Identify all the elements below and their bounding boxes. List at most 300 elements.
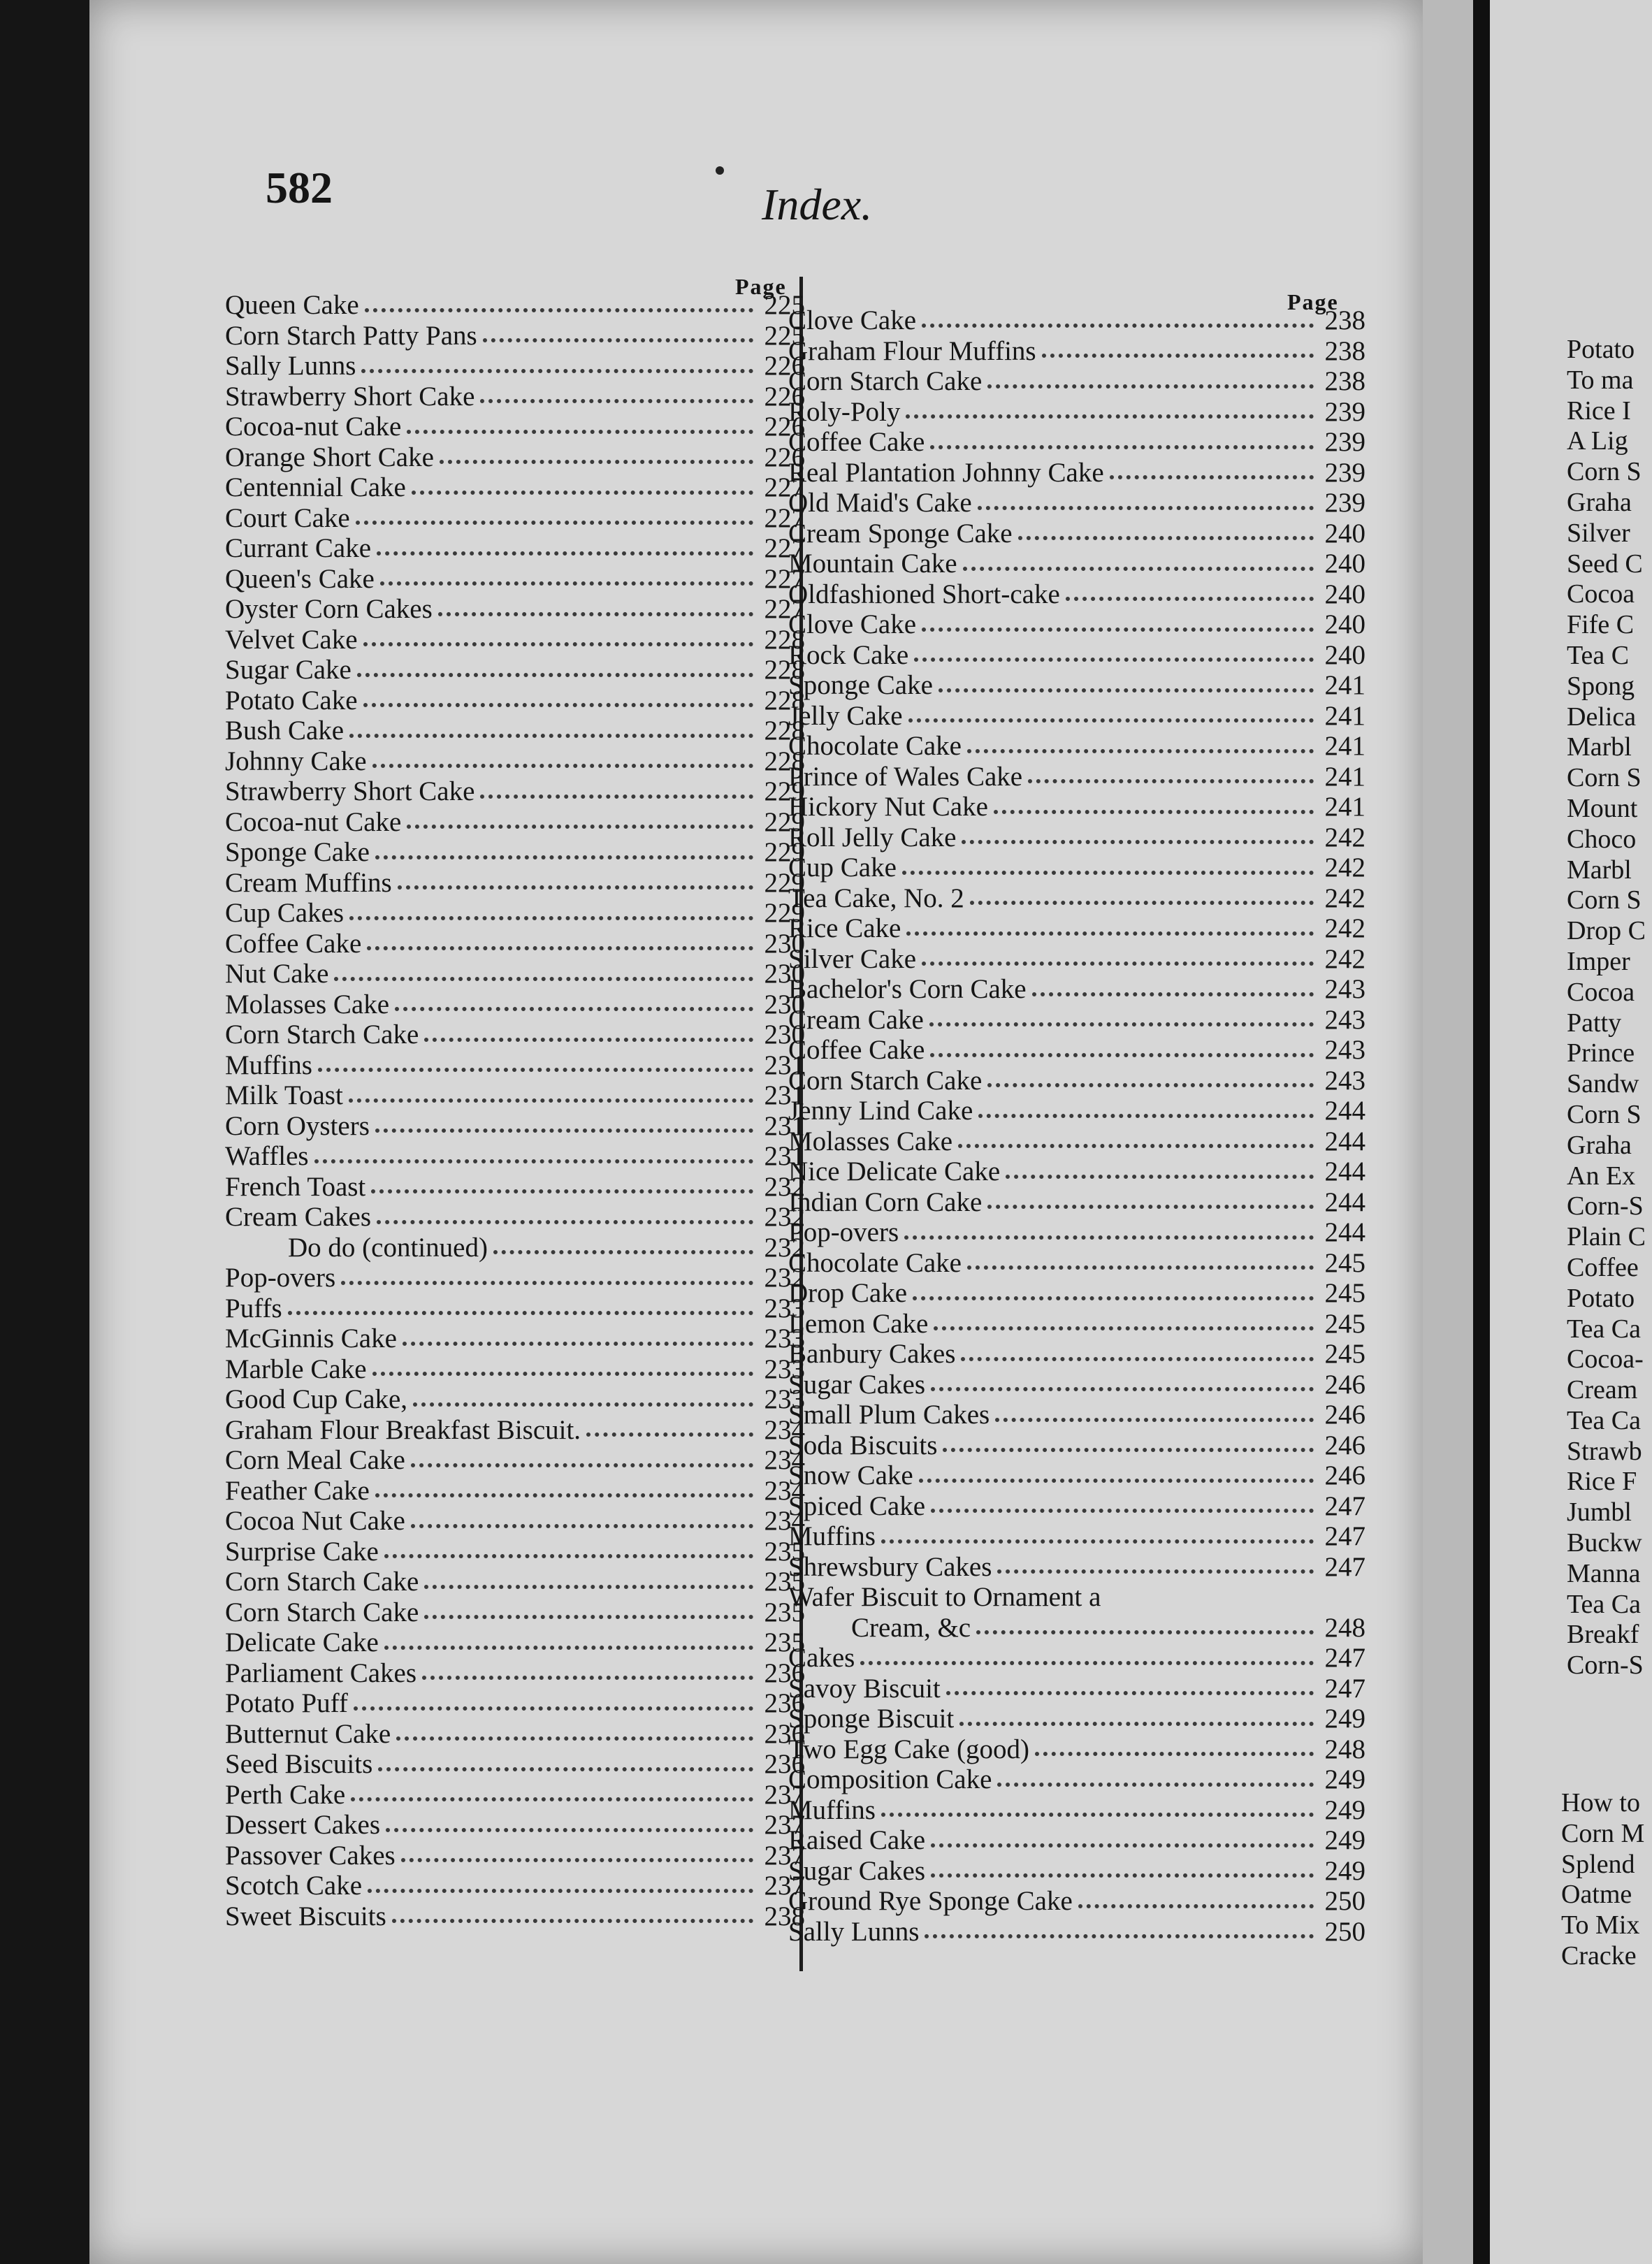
dot-leader: [334, 977, 753, 981]
entry-title: Graham Flour Breakfast Biscuit.: [225, 1414, 581, 1445]
index-entry: [225, 382, 805, 412]
dot-leader: [357, 673, 753, 677]
dot-leader: [424, 1038, 753, 1042]
entry-title: Corn Starch Patty Pans: [225, 320, 477, 351]
facing-page-entry: Seed C: [1567, 549, 1643, 579]
entry-title: Sponge Cake: [225, 837, 370, 868]
entry-page-number: 234: [764, 1414, 805, 1445]
facing-page-entries-lower: [1561, 1787, 1644, 1971]
facing-page-entry: Rice F: [1567, 1467, 1637, 1497]
facing-page-entry: Delica: [1567, 702, 1637, 732]
entry-title: French Toast: [225, 1171, 366, 1202]
entry-title: Roll Jelly Cake: [788, 822, 957, 852]
entry-page-number: 233: [764, 1293, 805, 1323]
entry-title: Sweet Biscuits: [225, 1901, 386, 1931]
entry-page-number: 231: [764, 1110, 805, 1141]
entry-page-number: 245: [1324, 1339, 1365, 1370]
index-entry: [788, 792, 1365, 822]
facing-page-entry: Cocoa-: [1567, 1344, 1644, 1374]
entry-title: Potato Puff: [225, 1688, 348, 1719]
entry-title: Pop-overs: [788, 1217, 899, 1248]
entry-title: Strawberry Short Cake: [225, 776, 475, 807]
dot-leader: [356, 521, 753, 525]
dot-leader: [384, 1646, 753, 1650]
index-entry: [225, 1749, 805, 1780]
entry-title: Cocoa-nut Cake: [225, 806, 402, 837]
entry-title: Passover Cakes: [225, 1840, 396, 1871]
index-entry: [788, 1187, 1365, 1218]
entry-title: Parliament Cakes: [225, 1657, 417, 1688]
entry-title: Pop-overs: [225, 1263, 336, 1293]
index-entry: [788, 1035, 1365, 1066]
entry-title: Two Egg Cake (good): [788, 1734, 1029, 1764]
index-entry: [788, 1613, 1365, 1643]
dot-leader: [1006, 1175, 1314, 1179]
dot-leader: [375, 1493, 753, 1497]
index-entry: [225, 1658, 805, 1689]
facing-page-entry: Corn S: [1567, 763, 1642, 793]
index-entry: [788, 1734, 1365, 1765]
facing-page-entry: Graha: [1567, 487, 1632, 517]
entry-page-number: 240: [1324, 518, 1365, 549]
entry-page-number: 226: [764, 351, 805, 382]
entry-title: Graham Flour Muffins: [788, 335, 1036, 366]
index-entry: [788, 336, 1365, 367]
entry-page-number: 247: [1324, 1521, 1365, 1552]
entry-title: Queen's Cake: [225, 563, 375, 594]
entry-title: Cup Cakes: [225, 898, 345, 929]
entry-page-number: 249: [1324, 1794, 1365, 1825]
entry-title: Perth Cake: [225, 1779, 346, 1810]
entry-title: Corn Oysters: [225, 1110, 370, 1141]
entry-page-number: 231: [764, 1050, 805, 1080]
facing-page-entry: Marbl: [1567, 732, 1632, 762]
facing-page-entry: How to: [1561, 1788, 1640, 1817]
dot-leader: [1078, 1904, 1314, 1908]
entry-title: Coffee Cake: [225, 928, 362, 959]
entry-title: Lemon Cake: [788, 1308, 929, 1339]
index-entry: [788, 609, 1365, 640]
entry-page-number: 246: [1324, 1430, 1365, 1460]
index-entry: [225, 1445, 805, 1476]
entry-title: Sugar Cakes: [788, 1855, 926, 1886]
entry-page-number: 233: [764, 1384, 805, 1415]
facing-page-entry: Corn S: [1567, 457, 1642, 487]
dot-leader: [922, 324, 1314, 328]
entry-title: Chocolate Cake: [788, 1247, 962, 1278]
facing-page-entry: An Ex: [1567, 1161, 1636, 1191]
dot-leader: [908, 718, 1314, 723]
entry-page-number: 245: [1324, 1308, 1365, 1339]
index-entry: [225, 1627, 805, 1658]
index-entry: [788, 1552, 1365, 1583]
index-entry: [225, 837, 805, 868]
entry-page-number: 243: [1324, 1035, 1365, 1066]
index-entry: [225, 412, 805, 442]
dot-leader: [978, 1114, 1314, 1118]
dot-leader: [1066, 597, 1314, 601]
dot-leader: [349, 1098, 753, 1103]
index-entry: [788, 579, 1365, 610]
entry-title: Molasses Cake: [225, 989, 390, 1019]
dot-leader: [354, 1706, 753, 1711]
dot-leader: [914, 658, 1314, 662]
entry-title: Roly-Poly: [788, 396, 901, 427]
facing-page-entry: Corn M: [1561, 1818, 1645, 1848]
entry-title: Jelly Cake: [788, 700, 903, 731]
entry-title: Composition Cake: [788, 1764, 992, 1795]
ink-spot: [716, 166, 724, 175]
entry-title: Strawberry Short Cake: [225, 381, 475, 412]
dot-leader: [939, 688, 1314, 692]
dot-leader: [922, 627, 1314, 632]
entry-page-number: 243: [1324, 1065, 1365, 1096]
index-entry: [225, 716, 805, 746]
entry-page-number: 235: [764, 1597, 805, 1627]
entry-title: Orange Short Cake: [225, 442, 434, 472]
entry-page-number: 247: [1324, 1643, 1365, 1674]
dot-leader: [440, 460, 753, 464]
entry-title: Shrewsbury Cakes: [788, 1551, 992, 1582]
left-index-column: [225, 290, 805, 1931]
entry-title: Cream Sponge Cake: [788, 518, 1013, 549]
dot-leader: [377, 1220, 753, 1224]
index-entry: [788, 1096, 1365, 1126]
entry-page-number: 232: [764, 1232, 805, 1263]
entry-title: Banbury Cakes: [788, 1339, 956, 1370]
index-entry: [225, 1688, 805, 1719]
dot-leader: [375, 1129, 753, 1133]
dot-leader: [351, 1797, 753, 1801]
index-entry: [225, 1293, 805, 1324]
entry-page-number: 225: [764, 320, 805, 351]
entry-page-number: 236: [764, 1749, 805, 1780]
dot-leader: [967, 1265, 1314, 1270]
dot-leader: [392, 1919, 753, 1923]
dot-leader: [378, 1767, 753, 1771]
dot-leader: [931, 1509, 1314, 1513]
index-entry: [225, 533, 805, 564]
index-entry: [225, 898, 805, 929]
entry-title: Seed Biscuits: [225, 1749, 373, 1780]
index-entry: [788, 1521, 1365, 1552]
entry-title: Currant Cake: [225, 533, 372, 564]
facing-page-entry: A Lig: [1567, 426, 1628, 456]
dot-leader: [931, 1873, 1314, 1878]
entry-page-number: 227: [764, 472, 805, 503]
entry-page-number: 244: [1324, 1126, 1365, 1156]
entry-page-number: 236: [764, 1688, 805, 1719]
index-entry: [788, 1278, 1365, 1309]
dot-leader: [483, 338, 753, 342]
entry-page-number: 239: [1324, 488, 1365, 518]
index-entry: [225, 503, 805, 534]
dot-leader: [997, 1569, 1314, 1574]
index-entry: [788, 1248, 1365, 1279]
entry-page-number: 232: [764, 1202, 805, 1233]
entry-title: Puffs: [225, 1293, 282, 1323]
dot-leader: [372, 764, 753, 768]
index-entry: [225, 1476, 805, 1507]
entry-page-number: 240: [1324, 609, 1365, 640]
entry-title: Milk Toast: [225, 1080, 343, 1111]
index-entry: [225, 1384, 805, 1415]
entry-page-number: 228: [764, 624, 805, 655]
entry-title: Small Plum Cakes: [788, 1400, 990, 1430]
entry-page-number: 239: [1324, 427, 1365, 458]
entry-title: Coffee Cake: [788, 427, 925, 458]
index-entry: [225, 564, 805, 595]
index-entry: [788, 549, 1365, 579]
facing-page-entry: Mount: [1567, 793, 1638, 823]
entry-page-number: 227: [764, 502, 805, 533]
entry-page-number: 241: [1324, 792, 1365, 822]
entry-page-number: 248: [1324, 1612, 1365, 1643]
index-entry: [788, 913, 1365, 944]
index-entry: [225, 442, 805, 473]
dot-leader: [913, 1296, 1314, 1300]
entry-title: Cream Muffins: [225, 867, 392, 898]
facing-page-entry: Potato: [1567, 335, 1635, 364]
index-entry: [788, 397, 1365, 428]
entry-page-number: 242: [1324, 913, 1365, 944]
binding-shadow: [1473, 0, 1490, 2264]
facing-page-entry: Silver: [1567, 518, 1630, 548]
dot-leader: [959, 1722, 1314, 1726]
entry-page-number: 228: [764, 746, 805, 776]
dot-leader: [411, 1524, 753, 1528]
index-entry: [225, 1354, 805, 1385]
entry-title: Molasses Cake: [788, 1126, 953, 1156]
entry-title: Jenny Lind Cake: [788, 1096, 973, 1126]
facing-page-entry: Rice I: [1567, 396, 1631, 426]
index-entry: [788, 640, 1365, 671]
entry-title: Corn Starch Cake: [788, 366, 983, 397]
entry-title: Sugar Cakes: [788, 1369, 926, 1400]
facing-page-entry: Coffee: [1567, 1252, 1639, 1282]
dot-leader: [314, 1159, 753, 1163]
dot-leader: [931, 1387, 1314, 1391]
entry-page-number: 245: [1324, 1278, 1365, 1309]
entry-title: Bush Cake: [225, 716, 345, 746]
right-index-column: [788, 305, 1365, 1947]
dot-leader: [1042, 354, 1314, 358]
facing-page-entry: Buckw: [1567, 1528, 1642, 1558]
entry-page-number: 233: [764, 1354, 805, 1384]
dot-leader: [363, 703, 753, 707]
dot-leader: [363, 642, 753, 646]
entry-page-number: 242: [1324, 822, 1365, 852]
index-entry: [788, 1643, 1365, 1674]
entry-title: Corn Meal Cake: [225, 1445, 405, 1476]
entry-page-number: 247: [1324, 1551, 1365, 1582]
dot-leader: [987, 1083, 1314, 1087]
index-entry: [225, 321, 805, 351]
index-entry: [788, 1430, 1365, 1461]
facing-page-entries: [1567, 334, 1646, 1681]
facing-page-entry: Strawb: [1567, 1436, 1642, 1466]
entry-page-number: 246: [1324, 1400, 1365, 1430]
dot-leader: [934, 1326, 1314, 1330]
dot-leader: [384, 1554, 753, 1558]
entry-title: Corn Starch Cake: [225, 1597, 419, 1627]
entry-title: Dessert Cakes: [225, 1810, 381, 1841]
running-head: Index.: [762, 180, 873, 229]
entry-page-number: 228: [764, 685, 805, 716]
entry-page-number: 237: [764, 1840, 805, 1871]
index-entry: [225, 959, 805, 989]
dot-leader: [365, 308, 753, 312]
dot-leader: [929, 1022, 1314, 1026]
entry-title: Cream Cake: [788, 1004, 924, 1035]
index-entry: [225, 776, 805, 807]
entry-page-number: 225: [764, 290, 805, 321]
entry-title: Waffles: [225, 1141, 309, 1172]
entry-title: Ground Rye Sponge Cake: [788, 1886, 1073, 1917]
index-entry: [225, 1901, 805, 1932]
dot-leader: [976, 1630, 1314, 1634]
dot-leader: [413, 1402, 753, 1407]
entry-page-number: 237: [764, 1810, 805, 1841]
index-entry: [788, 1156, 1365, 1187]
dot-leader: [349, 734, 753, 738]
index-entry: [225, 989, 805, 1020]
entry-page-number: 234: [764, 1475, 805, 1506]
index-entry: [788, 1674, 1365, 1704]
page-number: 582: [266, 163, 333, 212]
dot-leader: [958, 1144, 1314, 1148]
index-entry: [225, 1780, 805, 1811]
entry-page-number: 226: [764, 412, 805, 442]
entry-page-number: 230: [764, 959, 805, 989]
entry-page-number: 249: [1324, 1855, 1365, 1886]
entry-page-number: 236: [764, 1657, 805, 1688]
dot-leader: [401, 1858, 753, 1862]
dot-leader: [963, 567, 1314, 571]
index-entry: [225, 1810, 805, 1841]
entry-title: Centennial Cake: [225, 472, 406, 503]
entry-page-number: 246: [1324, 1369, 1365, 1400]
dot-leader: [371, 1189, 753, 1193]
entry-title: Raised Cake: [788, 1825, 926, 1856]
index-entry: [788, 1126, 1365, 1157]
index-entry: [225, 1019, 805, 1050]
index-entry: [788, 701, 1365, 732]
dot-leader: [377, 551, 753, 556]
facing-page-entry: Drop C: [1567, 916, 1646, 946]
facing-page-entry: Cocoa: [1567, 977, 1635, 1007]
index-entry: [788, 1005, 1365, 1036]
dot-leader: [967, 749, 1314, 753]
entry-page-number: 250: [1324, 1916, 1365, 1947]
dot-leader: [997, 1783, 1314, 1787]
index-entry: [788, 518, 1365, 549]
entry-page-number: 233: [764, 1323, 805, 1354]
facing-page-entry: Corn-S: [1567, 1650, 1644, 1681]
dot-leader: [412, 491, 753, 495]
facing-page-entry: Marbl: [1567, 855, 1632, 885]
index-entry: [788, 1370, 1365, 1400]
entry-page-number: 234: [764, 1445, 805, 1476]
facing-page-entry: Plain C: [1567, 1222, 1646, 1252]
facing-page-entry: Tea Ca: [1567, 1589, 1642, 1619]
index-entry: [788, 1764, 1365, 1795]
index-entry: [225, 807, 805, 838]
dot-leader: [367, 946, 753, 950]
entry-page-number: 244: [1324, 1187, 1365, 1217]
dot-leader: [930, 445, 1314, 449]
entry-title: Court Cake: [225, 502, 350, 533]
index-entry: [225, 1841, 805, 1871]
index-entry: [788, 488, 1365, 518]
facing-page-entry: To Mix: [1561, 1910, 1640, 1940]
entry-title: Sugar Cake: [225, 655, 352, 685]
entry-page-number: 234: [764, 1506, 805, 1537]
dot-leader: [1035, 1752, 1314, 1756]
entry-title: Feather Cake: [225, 1475, 370, 1506]
entry-title: Mountain Cake: [788, 549, 957, 579]
entry-page-number: 242: [1324, 943, 1365, 974]
index-entry: [225, 655, 805, 685]
index-entry: [225, 685, 805, 716]
dot-leader: [925, 1934, 1314, 1938]
dot-leader: [411, 1463, 753, 1467]
entry-page-number: 249: [1324, 1825, 1365, 1856]
dot-leader: [480, 794, 753, 799]
entry-page-number: 238: [1324, 305, 1365, 336]
entry-title: Nut Cake: [225, 959, 329, 989]
entry-page-number: 227: [764, 533, 805, 564]
index-entry: [788, 1460, 1365, 1491]
entry-title: Muffins: [788, 1521, 876, 1552]
index-entry: [225, 351, 805, 382]
facing-page-entry: Corn S: [1567, 885, 1642, 915]
entry-page-number: 245: [1324, 1247, 1365, 1278]
dot-leader: [904, 1235, 1314, 1240]
entry-page-number: 230: [764, 1019, 805, 1050]
entry-title: Silver Cake: [788, 943, 917, 974]
dot-leader: [422, 1676, 753, 1680]
index-entry: [225, 594, 805, 625]
entry-title: Real Plantation Johnny Cake: [788, 457, 1104, 488]
entry-title: Corn Starch Cake: [788, 1065, 983, 1096]
index-entry: [788, 305, 1365, 336]
index-entry: [225, 1415, 805, 1446]
dot-leader: [361, 369, 753, 373]
facing-page-entry: Patty: [1567, 1008, 1622, 1038]
facing-page-entry: Tea Ca: [1567, 1405, 1642, 1435]
page-gutter: [1423, 0, 1473, 2264]
dot-leader: [930, 1053, 1314, 1057]
index-entry: [225, 1111, 805, 1142]
entry-title: Surprise Cake: [225, 1536, 379, 1567]
index-entry: [225, 1202, 805, 1233]
index-entry: [788, 366, 1365, 397]
dot-leader: [995, 1418, 1314, 1422]
index-entry: [225, 1506, 805, 1537]
dot-leader: [368, 1889, 753, 1893]
index-entry: [788, 670, 1365, 701]
index-entry: [788, 1066, 1365, 1096]
facing-page-entry: Imper: [1567, 946, 1630, 976]
entry-title: Clove Cake: [788, 609, 917, 640]
entry-title: Cocoa Nut Cake: [225, 1506, 405, 1537]
facing-page-entry: Choco: [1567, 824, 1637, 854]
entry-title: Do do (continued): [288, 1232, 488, 1263]
index-entry: [788, 1856, 1365, 1887]
facing-page-entry: Cracke: [1561, 1940, 1637, 1971]
index-entry: [225, 290, 805, 321]
